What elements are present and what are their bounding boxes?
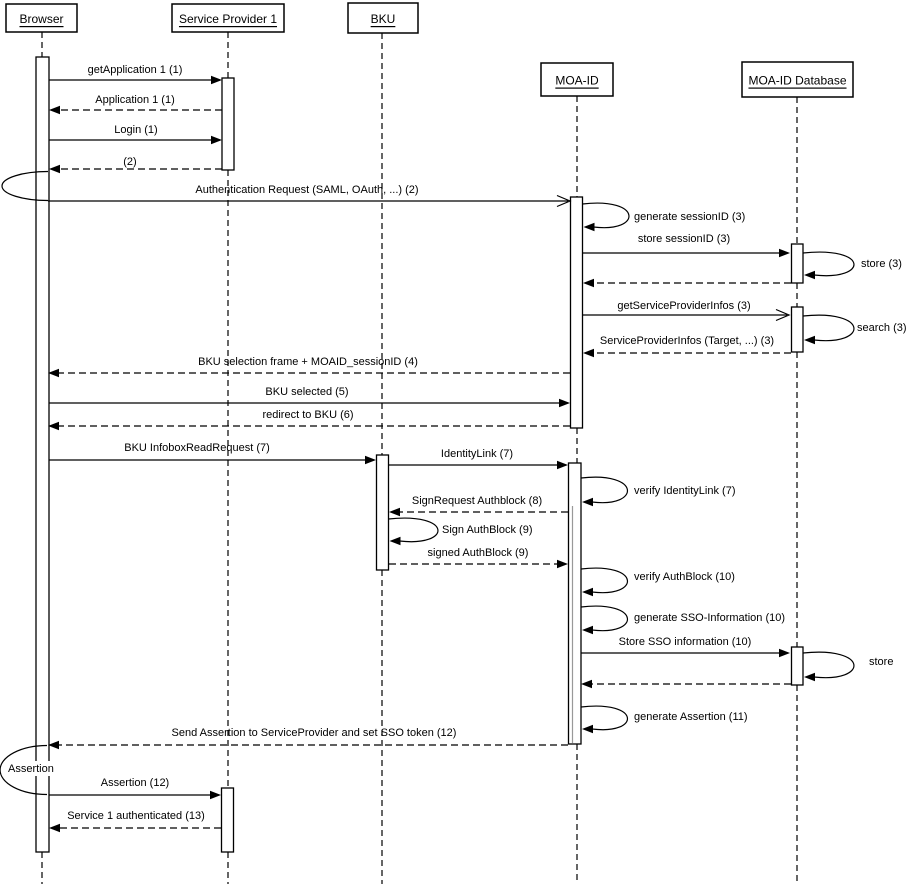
actor-service-provider-1	[172, 4, 284, 32]
message-label: getApplication 1 (1)	[87, 64, 183, 76]
actor-browser	[6, 4, 77, 32]
self-message-label: verify AuthBlock (10)	[634, 571, 735, 583]
actor-label-moa-id: MOA-ID	[555, 73, 599, 88]
message-label: getServiceProviderInfos (3)	[617, 300, 751, 312]
message-label: BKU selection frame + MOAID_sessionID (4)	[198, 356, 418, 368]
actor-label-bku: BKU	[370, 12, 396, 26]
actor-bku	[348, 3, 418, 33]
message-label: Application 1 (1)	[95, 94, 175, 106]
message-label: redirect to BKU (6)	[262, 409, 354, 421]
activation-bar-browser-1	[36, 57, 49, 852]
message-label: Authentication Request (SAML, OAuth, ...) (2)	[195, 184, 419, 196]
activation-bar-moa-id-database-3	[792, 647, 804, 685]
assertion-arc-label: Assertion	[8, 763, 54, 775]
message-label: Send Assertion to ServiceProvider and set SSO token (12)	[171, 727, 457, 739]
message-label: (2)	[123, 156, 137, 168]
activation-bar-moa-id-database-2	[792, 307, 804, 352]
activation-bar-service-provider-1-2	[222, 788, 234, 852]
activation-bar-service-provider-1-1	[222, 78, 234, 170]
self-message-label: store (3)	[861, 258, 902, 270]
self-message-label: generate sessionID (3)	[634, 211, 746, 223]
self-message-label: store	[869, 656, 894, 668]
activation-bar-moa-id-1	[571, 197, 583, 428]
message-label: Service 1 authenticated (13)	[67, 810, 205, 822]
message-label: ServiceProviderInfos (Target, ...) (3)	[599, 335, 775, 347]
self-message-label: search (3)	[857, 322, 907, 334]
activation-bar-bku-1	[377, 455, 389, 570]
actor-label-service-provider-1: Service Provider 1	[178, 12, 278, 26]
message-label: Store SSO information (10)	[618, 636, 752, 648]
message-label: Assertion (12)	[100, 777, 170, 789]
actor-label-browser: Browser	[19, 12, 64, 26]
message-label: IdentityLink (7)	[440, 448, 514, 460]
activation-bar-moa-id-database-1	[792, 244, 804, 283]
self-message-label: Sign AuthBlock (9)	[442, 524, 533, 536]
actor-label-moa-id-database: MOA-ID Database	[748, 73, 847, 88]
self-message-label: generate SSO-Information (10)	[634, 612, 786, 624]
message-label: SignRequest Authblock (8)	[411, 495, 543, 507]
self-message-label: verify IdentityLink (7)	[634, 485, 736, 497]
message-label: signed AuthBlock (9)	[427, 547, 529, 559]
message-label: BKU selected (5)	[265, 386, 349, 398]
actor-moa-id-database	[742, 62, 853, 97]
self-message-label: generate Assertion (11)	[634, 711, 748, 723]
message-label: BKU InfoboxReadRequest (7)	[124, 442, 270, 454]
message-label: store sessionID (3)	[637, 233, 731, 245]
message-label: Login (1)	[114, 124, 158, 136]
actor-moa-id	[541, 63, 613, 96]
activation-bar-moa-id-2	[569, 463, 582, 744]
